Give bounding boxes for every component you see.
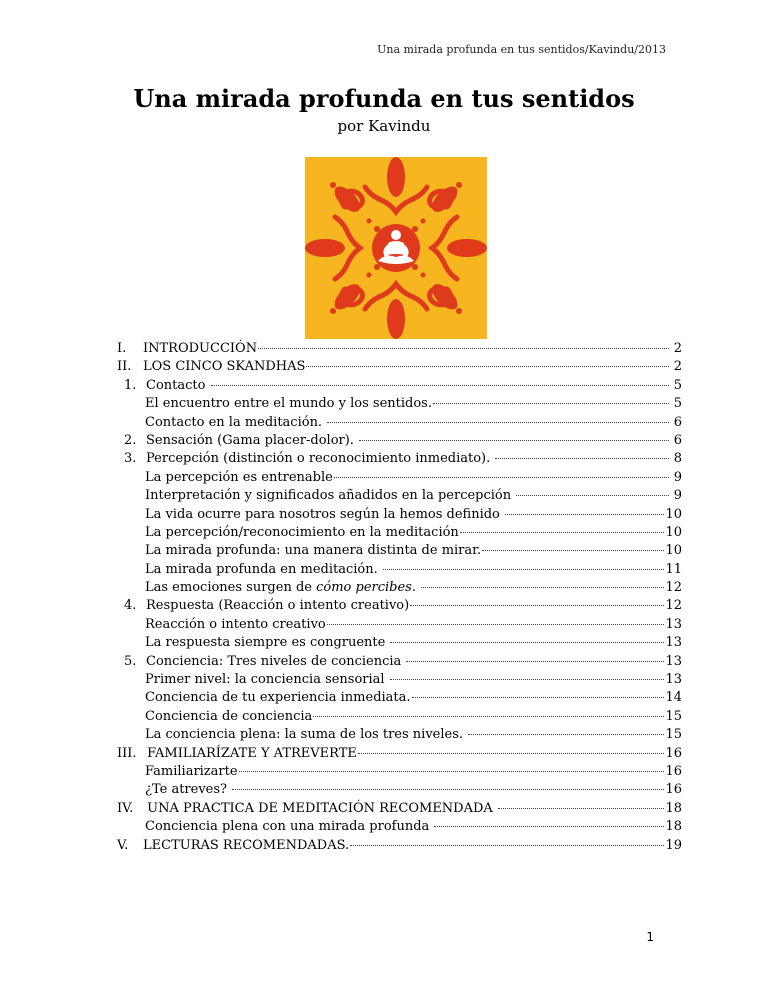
meditation-mandala-icon <box>305 157 487 339</box>
toc-entry-page: 8 <box>673 451 682 467</box>
toc-entry-title: La percepción/reconocimiento en la meditación <box>145 524 459 540</box>
toc-entry-page: 9 <box>673 469 682 485</box>
toc-entry-page: 16 <box>665 745 682 761</box>
toc-entry-title: Primer nivel: la conciencia sensorial <box>145 672 389 688</box>
toc-entry-page: 10 <box>665 524 682 540</box>
toc-entry-page: 18 <box>665 819 682 835</box>
toc-entry-title: La respuesta siempre es congruente <box>145 635 390 651</box>
toc-dot-leader <box>421 577 664 588</box>
toc-entry-number: II. <box>117 359 132 375</box>
toc-entry-title: Reacción o intento creativo <box>145 616 326 632</box>
toc-dot-leader <box>390 632 664 643</box>
toc-entry-page: 18 <box>665 800 682 816</box>
toc-entry-title: Percepción (distinción o reconocimiento inmediato). <box>146 451 495 467</box>
toc-entry-page: 2 <box>673 359 682 375</box>
toc-entry[interactable] <box>117 837 682 855</box>
toc-entry-title: ¿Te atreves? <box>145 782 232 798</box>
toc-entry-page: 13 <box>665 653 682 669</box>
toc-entry-page: 13 <box>665 672 682 688</box>
toc-entry-page: 11 <box>665 561 682 577</box>
toc-dot-leader <box>468 724 664 735</box>
toc-entry-title: Contacto en la meditación. <box>145 414 327 430</box>
toc-entry-title: La vida ocurre para nosotros según la hemos definido <box>145 506 505 522</box>
toc-entry-title: Interpretación y significados añadidos en la percepción <box>145 488 516 504</box>
toc-entry-page: 12 <box>665 598 682 614</box>
toc-dot-leader <box>412 687 665 698</box>
toc-dot-leader <box>327 614 665 625</box>
toc-entry-title: LECTURAS RECOMENDADAS. <box>143 837 350 853</box>
toc-dot-leader <box>334 467 669 478</box>
table-of-contents <box>117 340 682 855</box>
toc-entry-page: 15 <box>665 727 682 743</box>
toc-entry-title: FAMILIARÍZATE Y ATREVERTE <box>143 745 357 761</box>
document-title: Una mirada profunda en tus sentidos <box>133 84 635 113</box>
toc-dot-leader <box>258 338 669 349</box>
toc-entry-title: La mirada profunda en meditación. <box>145 561 382 577</box>
toc-dot-leader <box>239 761 665 772</box>
toc-dot-leader <box>498 798 665 809</box>
toc-entry-number: V. <box>117 837 129 853</box>
toc-entry-page: 5 <box>673 377 682 393</box>
toc-entry-title: El encuentro entre el mundo y los sentidos. <box>145 396 432 412</box>
toc-dot-leader <box>232 779 664 790</box>
toc-dot-leader <box>433 393 669 404</box>
toc-entry-title: Conciencia de conciencia <box>145 708 313 724</box>
toc-entry-page: 13 <box>665 616 682 632</box>
toc-entry-title: Conciencia de tu experiencia inmediata. <box>145 690 411 706</box>
toc-entry-title: Respuesta (Reacción o intento creativo) <box>146 598 410 614</box>
toc-entry-page: 15 <box>665 708 682 724</box>
toc-dot-leader <box>434 816 664 827</box>
toc-dot-leader <box>406 651 664 662</box>
toc-dot-leader <box>482 540 664 551</box>
toc-dot-leader <box>306 356 669 367</box>
toc-entry-title: Conciencia: Tres niveles de conciencia <box>146 653 406 669</box>
toc-entry-page: 19 <box>665 837 682 853</box>
toc-entry-title: La percepción es entrenable <box>145 469 333 485</box>
toc-entry-number: 5. <box>124 653 137 669</box>
toc-entry-number: 4. <box>124 598 137 614</box>
toc-entry-title: Contacto <box>146 377 210 393</box>
toc-entry-page: 10 <box>665 506 682 522</box>
toc-entry-page: 6 <box>673 432 682 448</box>
toc-entry-title: Conciencia plena con una mirada profunda <box>145 819 434 835</box>
toc-dot-leader <box>359 430 669 441</box>
toc-dot-leader <box>383 559 665 570</box>
toc-entry-title: UNA PRACTICA DE MEDITACIÓN RECOMENDADA <box>143 800 497 816</box>
toc-entry-page: 14 <box>665 690 682 706</box>
toc-entry-title: Familiarizarte <box>145 763 238 779</box>
toc-entry-title: Las emociones surgen de cómo percibes. <box>145 580 421 596</box>
toc-dot-leader <box>390 669 665 680</box>
toc-entry-page: 2 <box>673 341 682 356</box>
toc-dot-leader <box>350 835 664 846</box>
toc-entry-page: 16 <box>665 782 682 798</box>
toc-dot-leader <box>327 412 669 423</box>
toc-dot-leader <box>358 743 665 754</box>
toc-dot-leader <box>313 706 664 717</box>
page-number: 1 <box>646 930 654 944</box>
document-author: por Kavindu <box>337 117 431 135</box>
toc-entry-page: 9 <box>673 488 682 504</box>
toc-dot-leader <box>495 448 669 459</box>
toc-entry-number: III. <box>117 745 137 761</box>
toc-entry-page: 16 <box>665 763 682 779</box>
toc-dot-leader <box>516 485 669 496</box>
toc-dot-leader <box>410 595 664 606</box>
toc-entry-number: 2. <box>124 432 137 448</box>
toc-dot-leader <box>505 504 664 515</box>
toc-entry-title: La conciencia plena: la suma de los tres niveles. <box>145 727 468 743</box>
toc-dot-leader <box>211 375 669 386</box>
toc-entry-title: Sensación (Gama placer-dolor). <box>146 432 359 448</box>
toc-entry-title: LOS CINCO SKANDHAS <box>143 359 306 375</box>
toc-entry-page: 13 <box>665 635 682 651</box>
toc-entry-page: 5 <box>673 396 682 412</box>
toc-entry-page: 10 <box>665 543 682 559</box>
toc-entry-number: 3. <box>124 451 137 467</box>
toc-entry-number: IV. <box>117 800 134 816</box>
toc-entry-number: I. <box>117 341 127 356</box>
toc-entry-title: La mirada profunda: una manera distinta de mirar. <box>145 543 482 559</box>
toc-entry-number: 1. <box>124 377 137 393</box>
toc-entry-page: 12 <box>665 580 682 596</box>
toc-entry-page: 6 <box>673 414 682 430</box>
toc-entry-title: INTRODUCCIÓN <box>143 341 258 356</box>
running-head: Una mirada profunda en tus sentidos/Kavindu/2013 <box>377 43 666 56</box>
toc-dot-leader <box>460 522 665 533</box>
